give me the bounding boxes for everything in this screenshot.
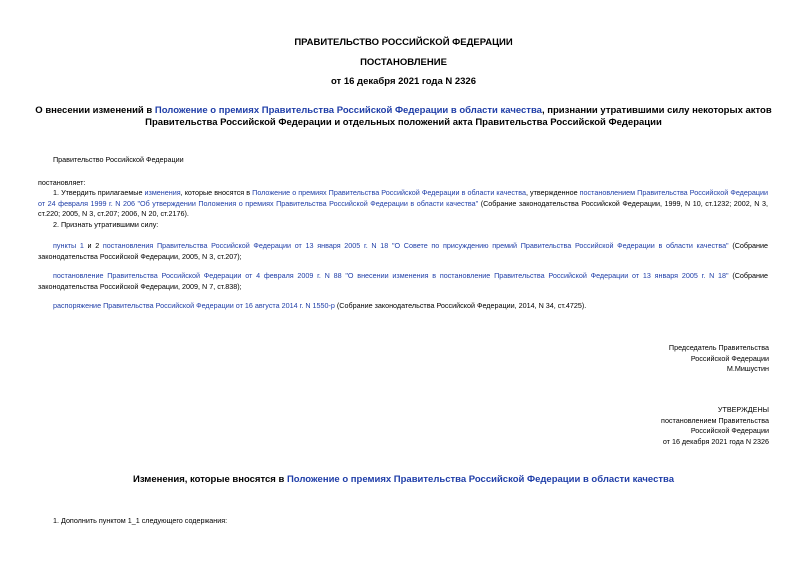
document-title: О внесении изменений в Положение о премиях Правительства Российской Федерации в области качества, признании утратившими силу некоторых актов	[35, 105, 772, 116]
order-1550-link[interactable]: распоряжение Правительства Российской Федерации от 16 августа 2014 г. N 1550-р	[53, 301, 335, 310]
points-link[interactable]: пункты 1	[53, 241, 84, 250]
paragraph-2: 2. Признать утратившими силу:	[53, 220, 159, 229]
decides-label: постановляет:	[38, 178, 86, 187]
repeal-item-3: распоряжение Правительства Российской Федерации от 16 августа 2014 г. N 1550-р (Собрание законодательства Российской Федерации, 2014, N 34, ст.4725).	[53, 301, 587, 310]
resolution-18-link[interactable]: постановления Правительства Российской Федерации от 13 января 2005 г. N 18 "О Совете по присуждению премий Правительства Российской Федерации в области качества"	[102, 241, 729, 250]
approval-line3: Российской Федерации	[690, 426, 769, 435]
document-title-line2: Правительства Российской Федерации и отдельных положений акта Правительства Российской Федерации	[145, 117, 662, 128]
approval-line2: постановлением Правительства	[661, 415, 769, 425]
header-government: ПРАВИТЕЛЬСТВО РОССИЙСКОЙ ФЕДЕРАЦИИ	[294, 37, 513, 48]
changes-regulation-link[interactable]: Положение о премиях Правительства Российской Федерации в области качества	[286, 474, 675, 485]
header-doc-type: ПОСТАНОВЛЕНИЕ	[360, 57, 447, 68]
title-link[interactable]: Положение о премиях Правительства Российской Федерации в области качества	[154, 105, 542, 116]
signature-name: М.Мишустин	[726, 364, 769, 373]
repeal-item-2: постановление Правительства Российской Федерации от 4 февраля 2009 г. N 88 "О внесении изменения в постановление Правительства Российской Федерации от 13 января 2005 г. N 18" (Собрание законодательства Российской Федерации, 2009, N 7, ст.838);	[38, 271, 769, 291]
signature-block	[669, 343, 769, 375]
resolution-88-link[interactable]: постановление Правительства Российской Федерации от 4 февраля 2009 г. N 88 "О внесении изменения в постановление Правительства Российской Федерации от 13 января 2005 г. N 18"	[53, 271, 729, 280]
approval-date: от 16 декабря 2021 года N 2326	[662, 436, 769, 446]
government-label: Правительство Российской Федерации	[53, 155, 184, 164]
paragraph-1: 1. Утвердить прилагаемые изменения, которые вносятся в Положение о премиях Правительства Российской Федерации в области качества, утвержденное постановлением Правительства Российской Федерации от 24 февраля 1999 г. N 206 "Об утверждении Положения о премиях Правительства Российской Федерации в области качества" (Собрание законодательства Российской Федерации, 1999, N 10, ст.1232; 2002, N 3, ст.220; 2005, N 3, ст.207; 2006, N 20, ст.2176).	[38, 188, 769, 218]
header-date: от 16 декабря 2021 года N 2326	[330, 76, 476, 87]
signature-org: Российской Федерации	[690, 353, 769, 363]
changes-link[interactable]: изменения	[144, 188, 181, 197]
approval-title: УТВЕРЖДЕНЫ	[717, 405, 769, 414]
changes-item-1: 1. Дополнить пунктом 1_1 следующего содержания:	[53, 516, 228, 525]
repeal-item-1: пункты 1 и 2 постановления Правительства Российской Федерации от 13 января 2005 г. N 18 "О Совете по присуждению премий Правительства Российской Федерации в области качества" (Собрание законодательства Российской Федерации, 2005, N 3, ст.207);	[38, 241, 768, 261]
regulation-link[interactable]: Положение о премиях Правительства Российской Федерации в области качества	[252, 188, 526, 197]
resolution-206-link[interactable]: постановлением Правительства Российской Федерации от 24 февраля 1999 г. N 206 "Об утверждении Положения о премиях Правительства Российской Федерации в области качества"	[38, 188, 768, 208]
changes-title: Изменения, которые вносятся в Положение о премиях Правительства Российской Федерации в области качества	[132, 474, 675, 485]
signature-title: Председатель Правительства	[668, 343, 769, 352]
approval-block	[661, 405, 769, 447]
